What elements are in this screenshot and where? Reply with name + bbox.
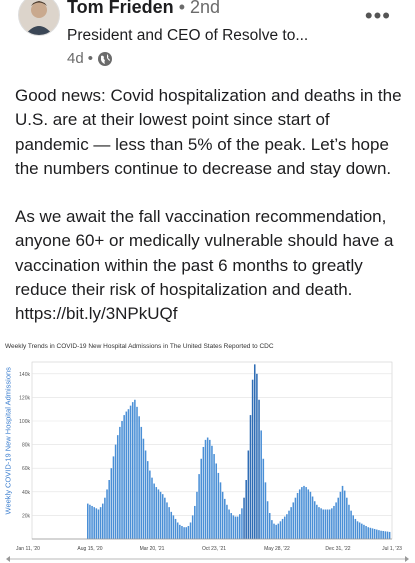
chart-bar xyxy=(305,487,307,539)
chart-bar xyxy=(314,501,316,539)
chart-bar xyxy=(335,502,337,539)
post-body xyxy=(15,84,405,327)
chart-bar xyxy=(337,498,339,539)
chart-bar xyxy=(145,451,147,540)
x-tick-label: Aug 15, '20 xyxy=(77,546,103,552)
chart-bar xyxy=(87,504,89,539)
chart-bar xyxy=(115,445,117,539)
more-icon[interactable]: ••• xyxy=(364,3,391,28)
post-paragraph: As we await the fall vaccination recommendation, anyone 60+ or medically vulnerable should have a vaccination within the past 6 months to greatly reduce their risk of hospitalization and death. https://bit.ly/3NPkUQf xyxy=(15,207,394,324)
chart-bar xyxy=(100,507,102,539)
chart-bar xyxy=(104,498,106,539)
chart-bar xyxy=(243,498,245,539)
chart-bar xyxy=(267,501,269,539)
chart-bar xyxy=(271,520,273,539)
chart-bar xyxy=(213,454,215,539)
chart-bar xyxy=(252,380,254,539)
chart-bar xyxy=(325,510,327,540)
post-header xyxy=(0,0,415,78)
chart-bar xyxy=(89,505,91,539)
x-tick-label: Jan 11, '20 xyxy=(16,546,40,552)
author-name-row xyxy=(67,0,220,18)
chart-bar xyxy=(318,507,320,539)
chart-bar xyxy=(367,527,369,539)
chart-bar xyxy=(196,492,198,539)
chart-bar xyxy=(359,522,361,539)
chart-bar xyxy=(380,531,382,539)
x-tick-label: Oct 23, '21 xyxy=(201,546,227,552)
chart-bar xyxy=(113,456,115,539)
chart-bar xyxy=(352,515,354,539)
chart-bar xyxy=(93,507,95,539)
chart-bar xyxy=(224,499,226,539)
chart-bar xyxy=(333,506,335,539)
chart-bar xyxy=(378,530,380,539)
chart-bar xyxy=(121,421,123,539)
chart-bar xyxy=(130,406,132,539)
chart-bar xyxy=(156,487,158,539)
chart-image[interactable] xyxy=(0,340,415,563)
connection-degree: 2nd xyxy=(190,0,221,17)
chart-bar xyxy=(209,440,211,539)
chart-bar xyxy=(147,461,149,539)
post-age: 4d xyxy=(67,50,84,67)
chart-bar xyxy=(327,510,329,540)
chart-bar xyxy=(387,532,389,539)
author-name[interactable]: Tom Frieden xyxy=(67,0,174,17)
chart-bar xyxy=(348,505,350,539)
chart-bar xyxy=(179,525,181,539)
chart-bar xyxy=(241,508,243,539)
connection-separator: • xyxy=(178,0,191,17)
chart-bar xyxy=(385,531,387,539)
post-meta xyxy=(67,50,113,67)
chart-bar xyxy=(128,409,130,539)
chart-bar xyxy=(237,517,239,539)
chart-bar xyxy=(357,521,359,539)
chart-bar xyxy=(282,519,284,539)
chart-bar xyxy=(329,510,331,540)
chart-bar xyxy=(245,480,247,539)
chart-bar xyxy=(111,468,113,539)
chart-bar xyxy=(342,486,344,539)
chart-bar xyxy=(96,508,98,539)
chart-bar xyxy=(312,497,314,539)
chart-bar xyxy=(153,484,155,539)
chart-bar xyxy=(265,482,267,539)
chart-bar xyxy=(365,526,367,539)
chart-bar xyxy=(269,513,271,539)
chart-bar xyxy=(215,463,217,539)
chart-bar xyxy=(151,478,153,539)
chart-bar xyxy=(258,400,260,539)
chart-bar xyxy=(230,513,232,539)
chart-bar xyxy=(350,511,352,539)
chart-bar xyxy=(166,502,168,539)
chart-bar xyxy=(275,525,277,539)
chart-bar xyxy=(185,527,187,539)
chart-bar xyxy=(370,528,372,539)
chart-bar xyxy=(190,522,192,539)
chart-bar xyxy=(160,492,162,539)
chart-bar xyxy=(158,489,160,539)
chart-bar xyxy=(322,510,324,540)
chart-bar xyxy=(316,505,318,539)
chart-bar xyxy=(308,489,310,539)
chart-bar xyxy=(102,504,104,539)
chart-bar xyxy=(228,510,230,540)
chart-bar xyxy=(183,527,185,539)
y-tick-label: 20k xyxy=(21,513,30,520)
chart-bar xyxy=(136,407,138,539)
scroll-left-icon xyxy=(6,556,10,562)
chart-bar xyxy=(162,494,164,539)
chart-bar xyxy=(286,514,288,539)
chart-bar xyxy=(226,505,228,539)
chart-bar xyxy=(98,510,100,540)
chart-bar xyxy=(211,446,213,539)
chart-bar xyxy=(175,519,177,539)
chart-bar xyxy=(117,435,119,539)
y-tick-label: 60k xyxy=(21,466,30,473)
globe-icon xyxy=(97,51,113,67)
chart-bar xyxy=(108,480,110,539)
chart-bar xyxy=(170,512,172,539)
chart-bar xyxy=(173,515,175,539)
chart-bar xyxy=(177,522,179,539)
meta-separator: • xyxy=(87,50,93,67)
chart-bar xyxy=(192,515,194,539)
chart-bar xyxy=(344,491,346,539)
chart-bar xyxy=(168,507,170,539)
x-tick-label: Dec 31, '22 xyxy=(325,546,351,552)
chart-bar xyxy=(222,492,224,539)
chart-bar xyxy=(132,402,134,539)
chart-bar xyxy=(284,517,286,539)
chart-bar xyxy=(126,412,128,539)
chart-bar xyxy=(143,439,145,539)
post-link[interactable]: https://bit.ly/3NPkUQf xyxy=(15,304,178,324)
chart-bar xyxy=(233,515,235,539)
chart-bar xyxy=(382,531,384,539)
chart-bar xyxy=(290,507,292,539)
chart-bar xyxy=(203,447,205,539)
chart-bar xyxy=(288,511,290,539)
chart-bar xyxy=(374,529,376,539)
chart-bar xyxy=(200,459,202,539)
chart-bar xyxy=(331,508,333,539)
chart-bar xyxy=(301,487,303,539)
author-headline: President and CEO of Resolve to... xyxy=(67,27,309,44)
chart-bar xyxy=(134,400,136,539)
chart-bar xyxy=(218,473,220,539)
chart-bar xyxy=(376,530,378,539)
chart-bar xyxy=(198,474,200,539)
y-tick-label: 140k xyxy=(19,371,30,378)
chart-bar xyxy=(297,493,299,539)
chart-bar xyxy=(280,521,282,539)
chart-title: Weekly Trends in COVID-19 New Hospital Admissions in The United States Reported to CDC xyxy=(5,343,274,350)
hospital-admissions-chart xyxy=(0,340,415,563)
chart-bar xyxy=(194,506,196,539)
y-tick-label: 40k xyxy=(21,489,30,496)
y-tick-label: 100k xyxy=(19,419,30,425)
chart-bar xyxy=(254,364,256,539)
chart-bar xyxy=(346,498,348,539)
chart-bar xyxy=(320,508,322,539)
chart-bar xyxy=(123,415,125,539)
chart-bar xyxy=(389,532,391,539)
chart-bar xyxy=(149,471,151,539)
scroll-right-icon xyxy=(405,556,409,562)
chart-bar xyxy=(355,519,357,539)
y-tick-label: 80k xyxy=(21,442,30,449)
chart-bar xyxy=(220,482,222,539)
chart-bar xyxy=(293,502,295,539)
chart-bar xyxy=(207,438,209,539)
post-paragraph: Good news: Covid hospitalization and deaths in the U.S. are at their lowest point since start of pandemic — less than 5% of the peak. Let’s hope the numbers continue to decrease and stay down. xyxy=(15,86,402,178)
chart-bar xyxy=(256,374,258,539)
chart-bar xyxy=(299,489,301,539)
chart-bar xyxy=(164,498,166,539)
chart-bar xyxy=(181,526,183,539)
chart-bar xyxy=(141,427,143,539)
chart-bar xyxy=(340,492,342,539)
chart-bar xyxy=(188,526,190,539)
chart-bar xyxy=(248,451,250,540)
chart-bar xyxy=(235,517,237,539)
chart-bar xyxy=(278,524,280,539)
chart-bar xyxy=(260,430,262,539)
chart-bar xyxy=(310,492,312,539)
chart-y-axis-label: Weekly COVID-19 New Hospital Admissions xyxy=(3,367,13,515)
chart-bar xyxy=(372,528,374,539)
chart-bar xyxy=(263,459,265,539)
chart-bar xyxy=(295,498,297,539)
chart-bar xyxy=(363,525,365,539)
chart-bar xyxy=(91,506,93,539)
x-tick-label: Jul 1, '23 xyxy=(382,546,402,552)
chart-bar xyxy=(250,415,252,539)
chart-bar xyxy=(138,416,140,539)
chart-bar xyxy=(119,427,121,539)
chart-bar xyxy=(106,489,108,539)
author-avatar[interactable] xyxy=(18,0,60,36)
y-tick-label: 120k xyxy=(19,395,30,402)
chart-bar xyxy=(205,440,207,539)
chart-bar xyxy=(239,514,241,539)
chart-bar xyxy=(273,524,275,539)
x-tick-label: Mar 20, '21 xyxy=(139,546,165,552)
chart-bar xyxy=(361,524,363,539)
chart-bar xyxy=(303,486,305,539)
x-tick-label: May 28, '22 xyxy=(264,546,290,552)
